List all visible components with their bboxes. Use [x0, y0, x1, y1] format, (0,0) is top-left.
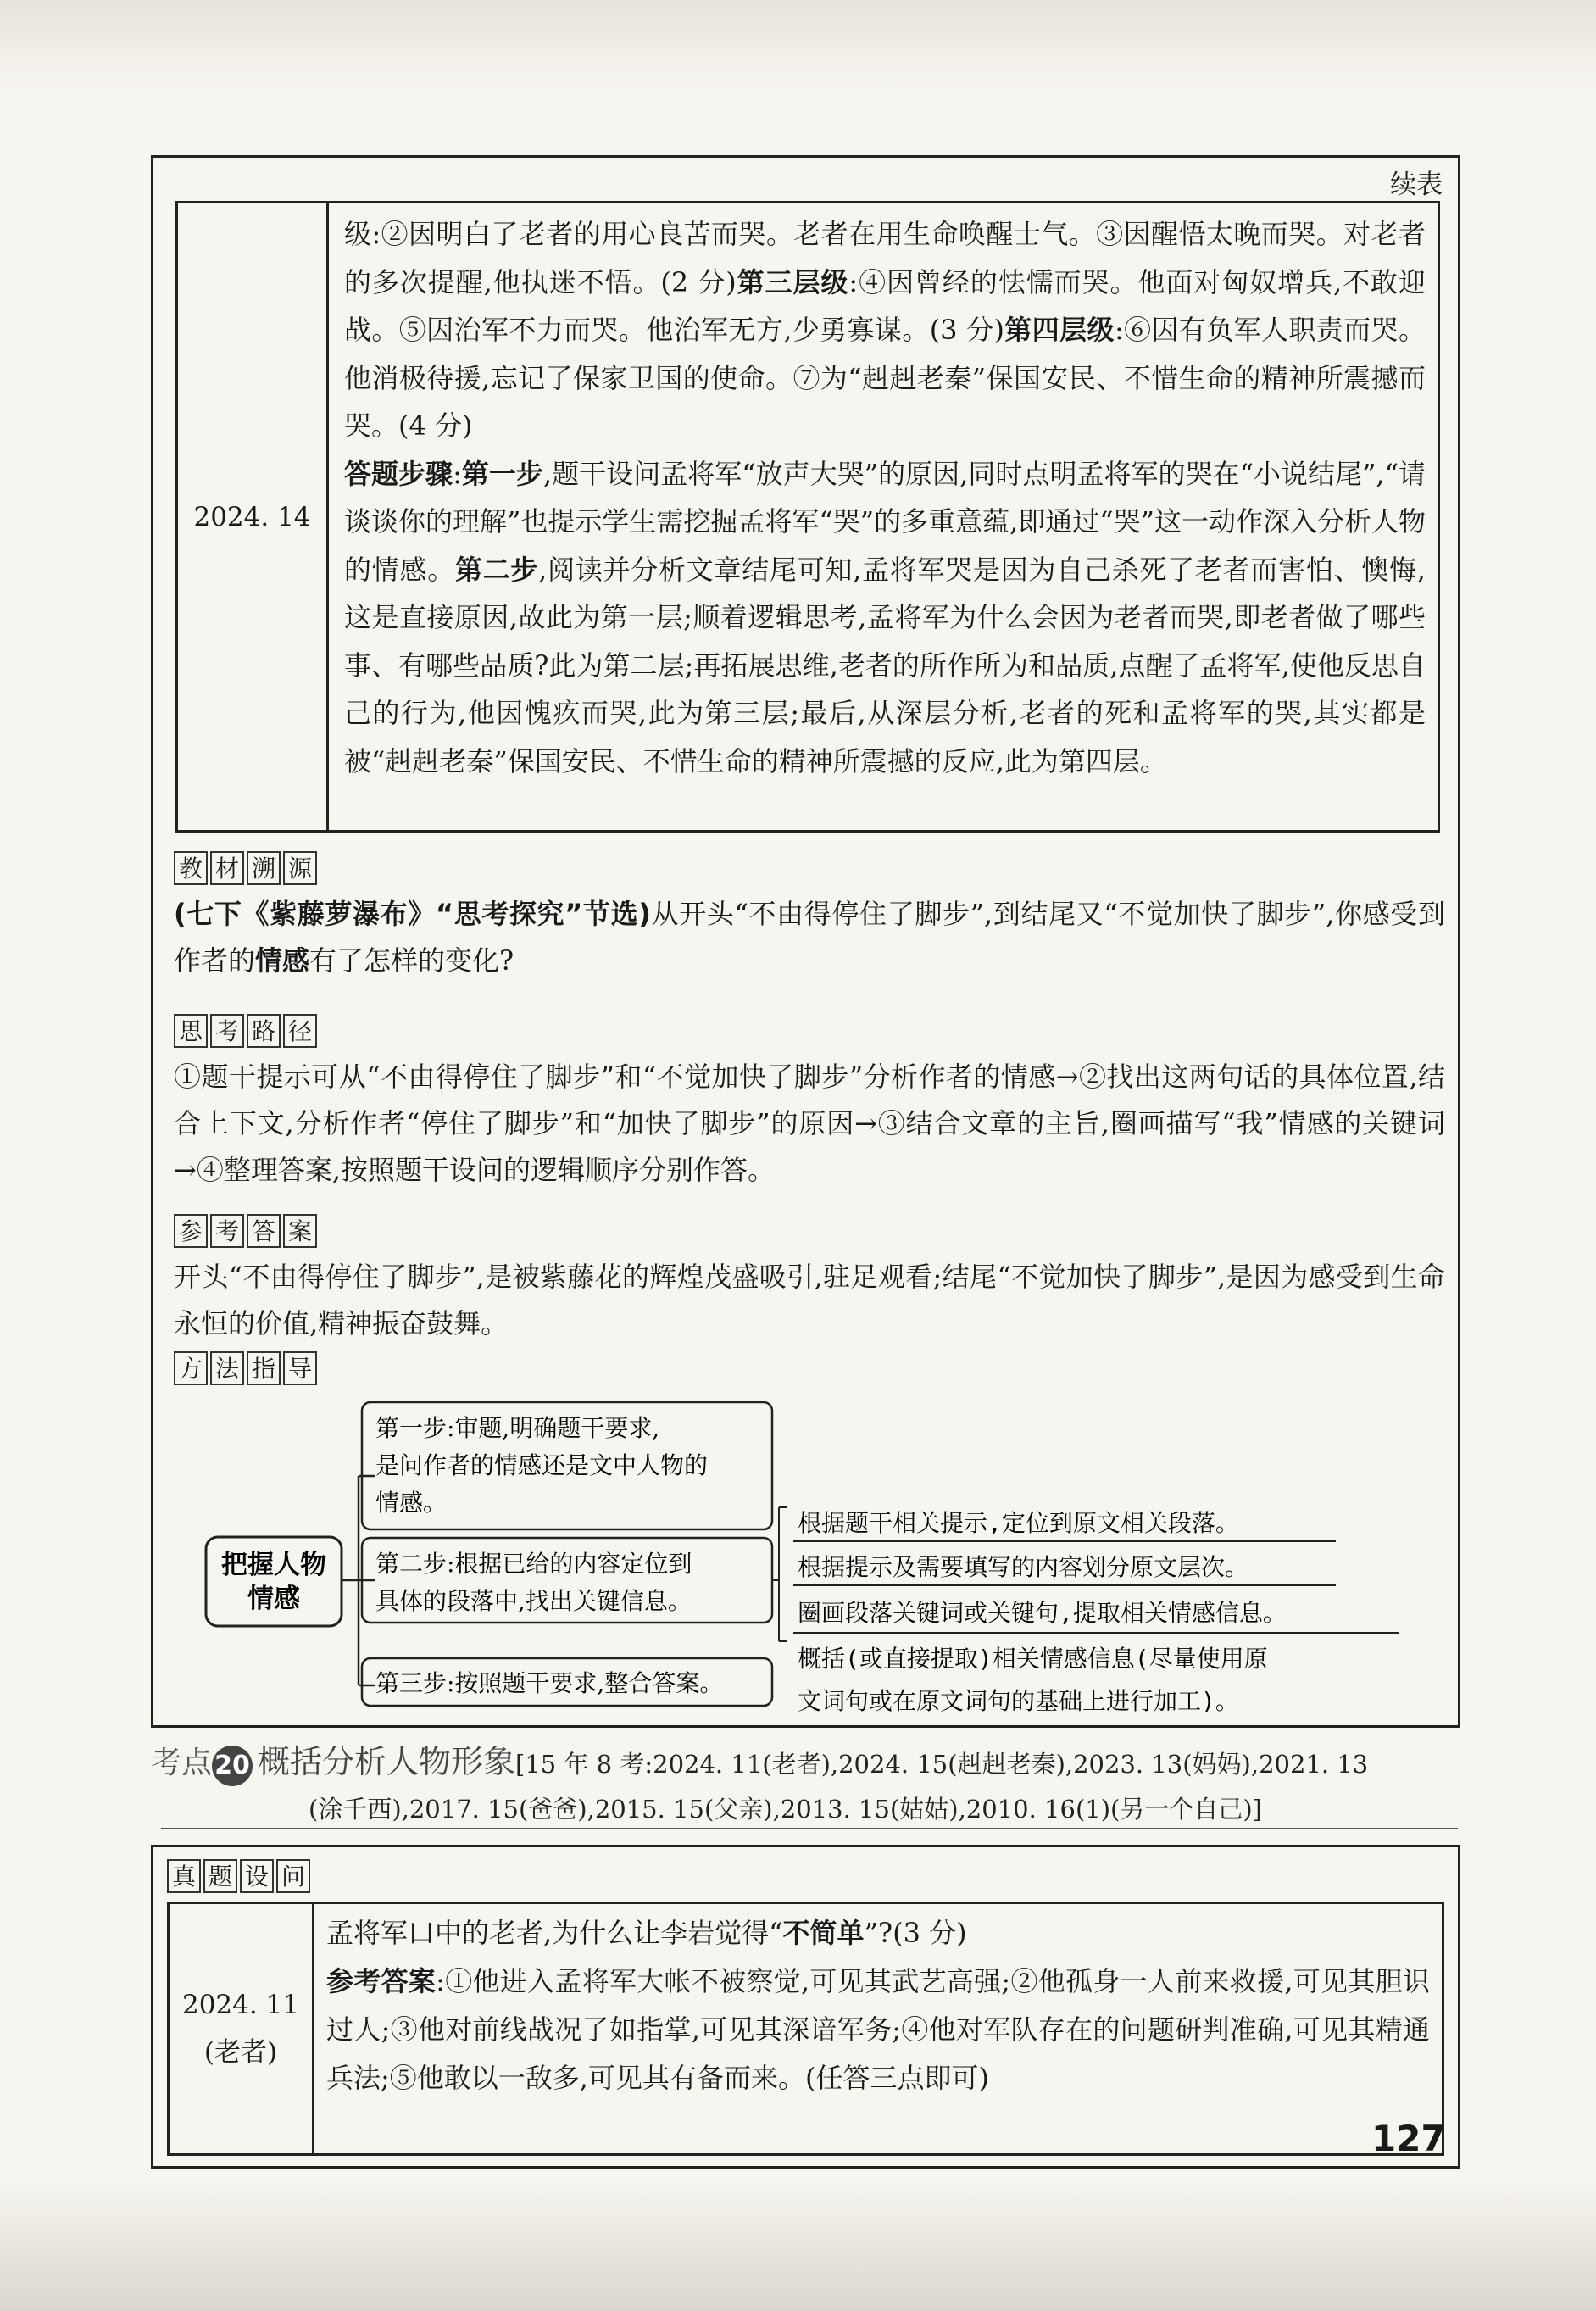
answer-text: 开头“不由得停住了脚步”,是被紫藤花的辉煌茂盛吸引,驻足观看;结尾“不觉加快了脚步”,是因为感受到生命永恒的价值,精神振奋鼓舞。 [174, 1261, 1445, 1339]
center-text-1: 把握人物 [221, 1550, 326, 1580]
page-bottom-shadow [0, 2179, 1596, 2311]
question-end: 有了怎样的变化? [309, 944, 514, 977]
tag-char: 径 [283, 1014, 317, 1048]
step2-line2: 具体的段落中,找出关键信息。 [375, 1587, 692, 1615]
step2-text: ,阅读并分析文章结尾可知,孟将军哭是因为自己杀死了老者而害怕、懊悔,这是直接原因,故此为第一层;顺着逻辑思考,孟将军为什么会因为老者而哭,即老者做了哪些事、有哪些品质?此为第二层;再拓展思维,老者的所作所为和品质,点醒了孟将军,使他反思自己的行为,他因愧疚而哭,此为第三层;最后,从深层分析,老者的死和孟将军的哭,其实都是被“赳赳老秦”保国安民、不惜生命的精神所震撼的反应,此为第四层。 [344, 553, 1426, 777]
step1-label: 第一步 [461, 457, 543, 490]
tag-char: 问 [276, 1859, 310, 1893]
steps-label: 答题步骤 [344, 457, 453, 490]
continued-label: 续表 [1390, 170, 1443, 200]
tag-char: 法 [210, 1351, 244, 1385]
kaodian-line1 [151, 1740, 1460, 1787]
tag-char: 方 [174, 1351, 208, 1385]
tag-char: 答 [247, 1214, 281, 1248]
page-top-shadow [0, 0, 1596, 102]
answer-label: 参考答案 [326, 1965, 437, 1997]
zhenti-tag [167, 1859, 310, 1893]
level4-label: 第四层级 [1004, 314, 1115, 346]
step1-text: ,题干设问孟将军“放声大哭”的原因,同时点明孟将军的哭在“小说结尾”,“请谈谈你的理解”也提示学生需挖掘孟将军“哭”的多重意蕴,即通过“哭”这一动作深入分析人物的情感。 [344, 457, 1426, 586]
kaodian-detail1: [15 年 8 考:2024. 11(老者),2024. 15(赳赳老秦),2023. 13(妈妈),2021. 13 [515, 1750, 1369, 1779]
question-keyword: 情感 [255, 944, 310, 977]
tag-char: 路 [247, 1014, 281, 1048]
method-diagram [153, 158, 1459, 1726]
level3-text: :④因曾经的怯懦而哭。他面对匈奴增兵,不敢迎战。⑤因治军不力而哭。他治军无方,少勇寡谋。(3 分) [344, 265, 1426, 346]
note4-line2: 文词句或在原文词句的基础上进行加工)。 [798, 1687, 1239, 1715]
step1-line3: 情感。 [375, 1489, 448, 1517]
kaodian-detail2: (涂千西),2017. 15(爸爸),2015. 15(父亲),2013. 15(姑姑),2010. 16(1)(另一个自己)] [309, 1795, 1262, 1824]
tag-char: 导 [283, 1351, 317, 1385]
tag-char: 材 [210, 851, 244, 885]
tag-char: 溯 [247, 851, 281, 885]
tag-char: 真 [167, 1859, 201, 1893]
tag-char: 源 [283, 851, 317, 885]
question-text: 孟将军口中的老者,为什么让李岩觉得“ [326, 1917, 783, 1949]
tag-char: 考 [210, 1014, 244, 1048]
question-keyword: 不简单 [782, 1917, 865, 1949]
branch-lines [342, 1476, 375, 1685]
level-text: 级:②因明白了老者的用心良苦而哭。老者在用生命唤醒士气。③因醒悟太晚而哭。对老者的多次提醒,他执迷不悟。(2 分) [344, 218, 1426, 298]
kaodian-line2 [151, 1787, 1460, 1832]
tag-char: 案 [283, 1214, 317, 1248]
tag-char: 指 [247, 1351, 281, 1385]
question-content [314, 1904, 1442, 2153]
question-answer: :①他进入孟将军大帐不被察觉,可见其武艺高强;②他孤身一人前来救援,可见其胆识过人;③他对前线战况了如指掌,可见其深谙军务;④他对军队存在的问题研判准确,可见其精通兵法;⑤他敢以一敌多,可见其有备而来。(任答三点即可) [326, 1965, 1430, 2094]
note3: 圈画段落关键词或关键句,提取相关情感信息。 [798, 1599, 1287, 1627]
tag-char: 参 [174, 1214, 208, 1248]
answer-content: 级:②因明白了老者的用心良苦而哭。老者在用生命唤醒士气。③因醒悟太晚而哭。对老者的多次提醒,他执迷不悟。(2 分)第三层级:④因曾经的怯懦而哭。他面对匈奴增兵,不敢迎战。⑤因治军不力而哭。他治军无方,少勇寡谋。(3 分)第四层级:⑥因有负军人职责而哭。他消极待援,忘记了保家卫国的使命。⑦为“赳赳老秦”保国安民、不惜生命的精神所震撼而哭。(4 分) 答题步骤:第一步,题干设问孟将军“放声大哭”的原因,同时点明孟将军的哭在“小说结尾”,“请谈谈你的理解”也提示学生需挖掘孟将军“哭”的多重意蕴,即通过“哭”这一动作深入分析人物的情感。第二步,阅读并分析文章结尾可知,孟将军哭是因为自己杀死了老者而害怕、懊悔,这是直接原因,故此为第一层;顺着逻辑思考,孟将军为什么会因为老者而哭,即老者做了哪些事、有哪些品质?此为第二层;再拓展思维,老者的所作所为和品质,点醒了孟将军,使他反思自己的行为,他因愧疚而哭,此为第三层;最后,从深层分析,老者的死和孟将军的哭,其实都是被“赳赳老秦”保国安民、不惜生命的精神所震撼的反应,此为第四层。 [344, 218, 1426, 777]
step1-line2: 是问作者的情感还是文中人物的 [375, 1451, 709, 1479]
question-table [167, 1902, 1444, 2156]
main-frame [151, 155, 1460, 1728]
note1: 根据题干相关提示,定位到原文相关段落。 [798, 1509, 1239, 1537]
note4-line1: 概括(或直接提取)相关情感信息(尽量使用原 [798, 1645, 1268, 1673]
note-bracket [772, 1507, 787, 1641]
textbook-source: (七下《紫藤萝瀑布》“思考探究”节选) [174, 898, 651, 930]
kaodian-label: 考点 [151, 1746, 213, 1780]
tag-char: 题 [203, 1859, 237, 1893]
kaodian-title: 概括分析人物形象 [258, 1743, 516, 1780]
level3-label: 第三层级 [736, 265, 849, 298]
note2: 根据提示及需要填写的内容划分原文层次。 [798, 1553, 1249, 1581]
thinking-text: ①题干提示可从“不由得停住了脚步”和“不觉加快了脚步”分析作者的情感→②找出这两句话的具体位置,结合上下文,分析作者“停住了脚步”和“加快了脚步”的原因→③结合文章的主旨,圈画描写“我”情感的关键词→④整理答案,按照题干设问的逻辑顺序分别作答。 [174, 1061, 1445, 1186]
tag-char: 设 [240, 1859, 274, 1893]
question-year-note: (老者) [203, 2037, 278, 2068]
page-number: 127 [1371, 2118, 1446, 2159]
level4-text: :⑥因有负军人职责而哭。他消极待援,忘记了保家卫国的使命。⑦为“赳赳老秦”保国安民、不惜生命的精神所震撼而哭。(4 分) [344, 314, 1426, 442]
tag-char: 考 [210, 1214, 244, 1248]
step3-text: 第三步:按照题干要求,整合答案。 [375, 1669, 724, 1697]
step2-label: 第二步 [454, 553, 539, 586]
question-year-cell [170, 1904, 314, 2153]
question-end: ”?(3 分) [864, 1917, 967, 1949]
tag-char: 思 [174, 1014, 208, 1048]
kaodian-header [151, 1740, 1460, 1832]
kaodian-rule [161, 1828, 1458, 1829]
step2-line1: 第二步:根据已给的内容定位到 [375, 1550, 692, 1578]
question-text: 从开头“不由得停住了脚步”,到结尾又“不觉加快了脚步”,你感受到作者的 [174, 898, 1445, 977]
year-cell: 2024. 14 [178, 203, 329, 830]
kaodian-number: 20 [212, 1746, 253, 1786]
center-text-2: 情感 [247, 1584, 300, 1614]
question-frame [151, 1845, 1460, 2169]
step1-line1: 第一步:审题,明确题干要求, [375, 1414, 660, 1442]
question-year: 2024. 11 [181, 1990, 300, 2020]
tag-char: 教 [174, 851, 208, 885]
